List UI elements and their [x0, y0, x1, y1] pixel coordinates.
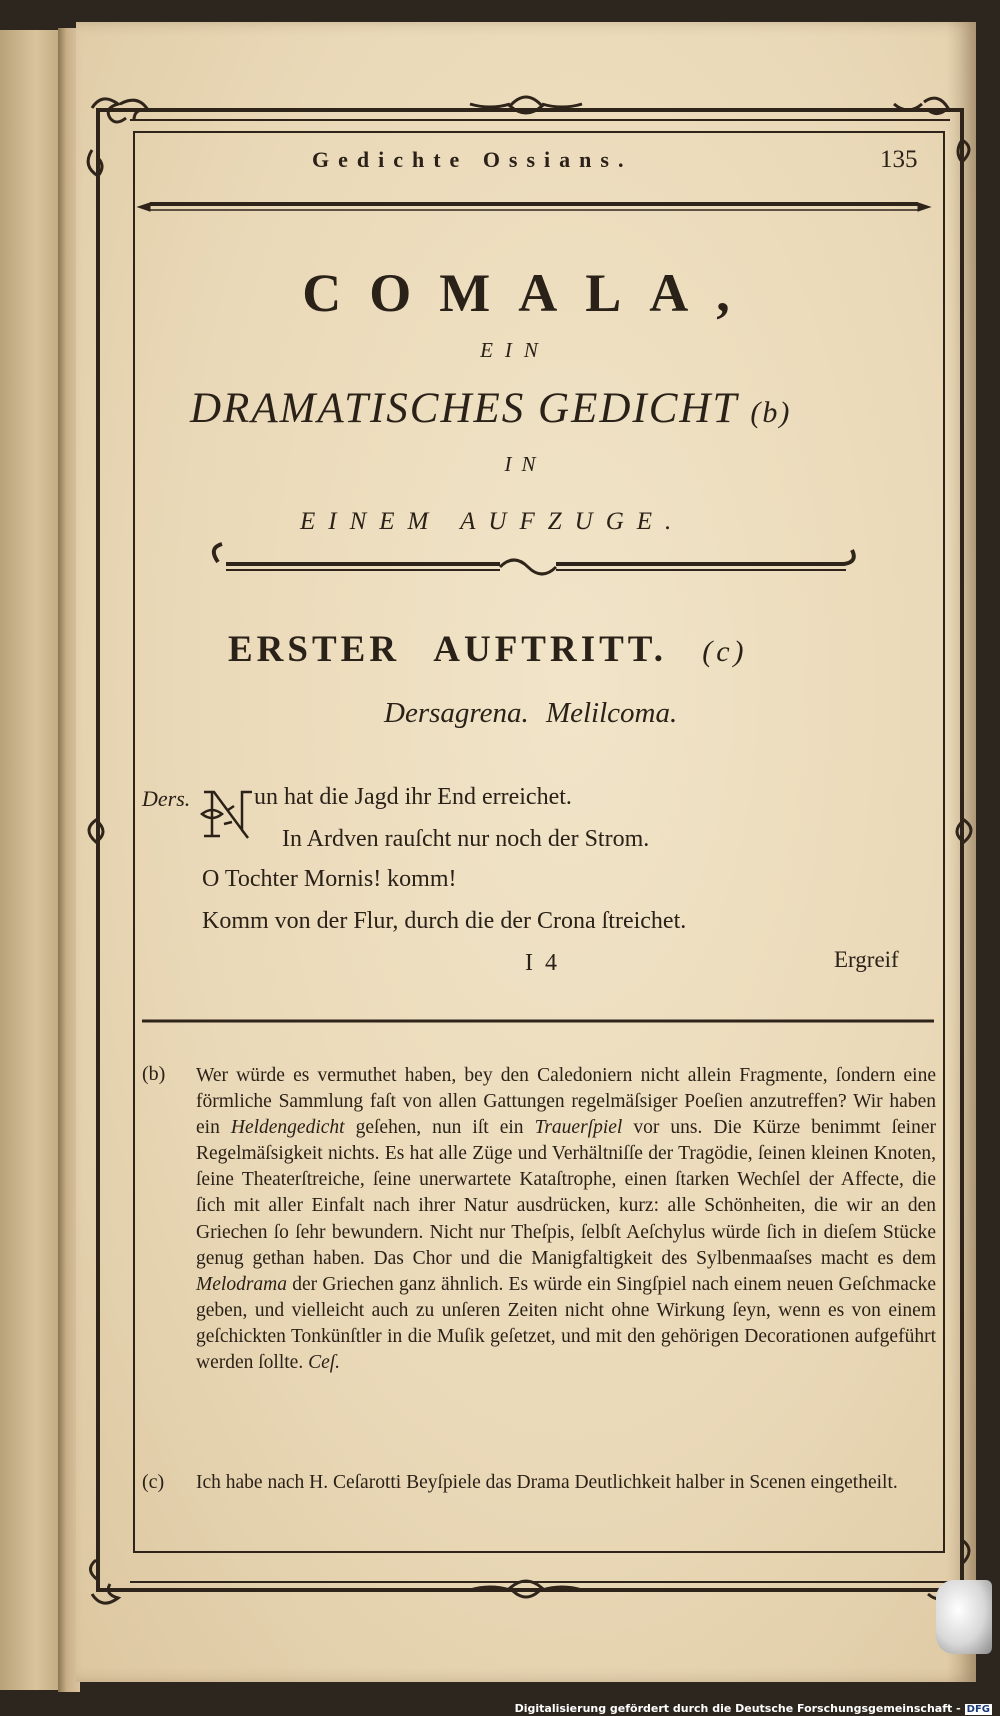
running-head: Gedichte Ossians. — [312, 147, 633, 172]
footnote-text: Wer würde es vermuthet haben, bey den Caledoniern nicht allein Fragmente, ſondern eine förmliche Sammlung faſt von allen Gattungen regelmäſsiger Poeſien anzutreffen? Wir haben ein — [196, 1065, 936, 1139]
verse-line: un hat die Jagd ihr End erreichet. — [254, 784, 572, 810]
page-title: COMALA, — [302, 263, 758, 323]
footnote-b-mark: (b) — [142, 1063, 166, 1085]
subtitle-in: IN — [504, 452, 546, 476]
subtitle-main — [190, 384, 791, 433]
footnote-c-mark: (c) — [142, 1471, 165, 1493]
verse-line: In Ardven rauſcht nur noch der Strom. — [282, 826, 650, 852]
subtitle-act: EINEM AUFZUGE. — [300, 508, 685, 535]
scanner-target — [936, 1580, 992, 1654]
scene-heading — [228, 628, 748, 671]
decorated-initial — [198, 784, 260, 844]
verse-line: Komm von der Flur, durch die der Crona ſtreichet. — [202, 908, 687, 934]
signature-mark: I 4 — [525, 950, 560, 976]
subtitle-ein: EIN — [480, 338, 550, 362]
footnote-text-italic: Ceſ. — [308, 1352, 341, 1374]
footnote-text: vor uns. Die Kürze benimmt ſeiner Regelmäſsigkeit nichts. Es hat alle Züge und Verhältniſſe der Tragödie, ſeinen kleinen Knoten, ſeine Theaterſtreiche, ſeine unerwartete Kataſtrophe, einen ſtarken Wechſel der Affecte, die ſich mit aller Einfalt nach ihrer Natur ausdrücken, kurz: alle Schönheiten, die wir an den Griechen ſo ſehr bewundern. Nicht nur Theſpis, ſelbſt Aeſchylus würde ſich in dieſem Stücke genug gethan haben. Das Chor und die Manigfaltigkeit des Sylbenmaaſses macht es dem — [196, 1117, 936, 1269]
catchword: Ergreif — [834, 947, 899, 972]
footnote-text: der Griechen ganz ähnlich. Es würde ein Singſpiel nach einem neuen Geſchmacke geben, und vielleicht auch zu unſeren Zeiten nicht ohne Wirkung ſeyn, wenn es von einem geſchickten Tonkünſtler in die Muſik geſetzet, und mit den gehörigen Decorationen aufgeführt werden ſollte. — [196, 1273, 936, 1374]
subtitle-main-text: DRAMATISCHES GEDICHT — [190, 385, 738, 432]
scene-footnote-ref: (c) — [702, 635, 748, 668]
verse-line: O Tochter Mornis! komm! — [202, 866, 457, 892]
page-number: 135 — [880, 146, 918, 173]
footnote-b — [196, 1063, 936, 1376]
dropcap-letter: N — [198, 784, 199, 785]
digitization-credit — [515, 1702, 992, 1715]
footnote-text: geſehen, nun iſt ein — [344, 1117, 535, 1139]
footnote-text-italic: Heldengedicht — [230, 1117, 345, 1139]
subtitle-footnote-ref: (b) — [750, 396, 792, 429]
footnote-c: Ich habe nach H. Ceſarotti Beyſpiele das Drama Deutlichkeit halber in Scenen eingetheilt. — [196, 1472, 898, 1493]
footnote-text-italic: Melodrama — [196, 1273, 287, 1295]
scene-heading-text: ERSTER AUFTRITT. — [228, 629, 667, 670]
footnote-text-italic: Trauerſpiel — [534, 1117, 623, 1139]
speaker-label: Ders. — [142, 786, 191, 811]
dfg-logo: DFG — [966, 1704, 990, 1715]
digitization-credit-text: Digitalisierung gefördert durch die Deutsche Forschungsgemeinschaft - — [514, 1702, 961, 1715]
scene-characters: Dersagrena. Melilcoma. — [384, 697, 678, 729]
